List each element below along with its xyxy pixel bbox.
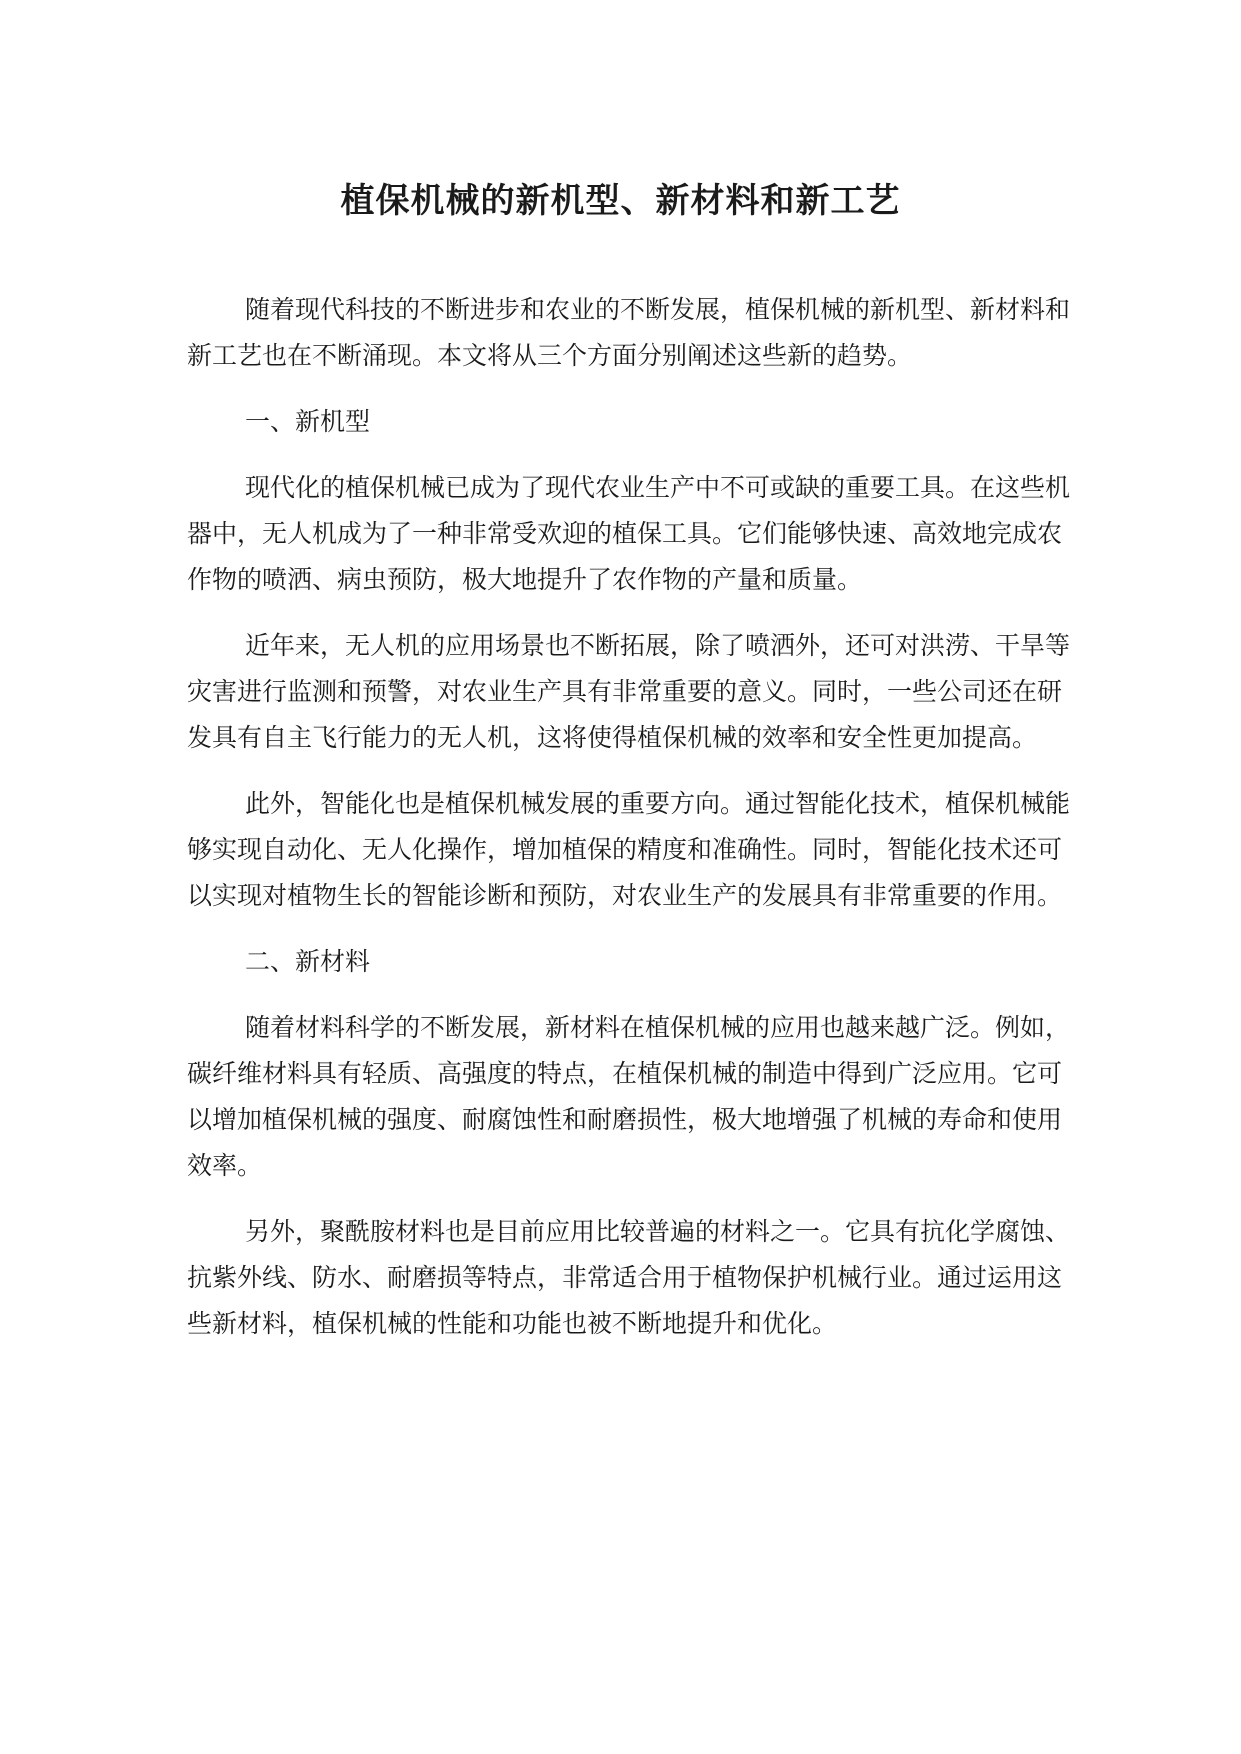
intro-paragraph: 随着现代科技的不断进步和农业的不断发展，植保机械的新机型、新材料和新工艺也在不断涌现。本文将从三个方面分别阐述这些新的趋势。 (187, 295, 1071, 370)
section-heading-new-materials: 二、新材料 (245, 947, 371, 976)
paragraph-new-materials-2: 另外，聚酰胺材料也是目前应用比较普遍的材料之一。它具有抗化学腐蚀、抗紫外线、防水、耐磨损等特点，非常适合用于植物保护机械行业。通过运用这些新材料，植保机械的性能和功能也被不断地提升和优化。 (187, 1217, 1071, 1338)
section-heading-new-models: 一、新机型 (245, 407, 371, 436)
paragraph-new-models-2: 近年来，无人机的应用场景也不断拓展，除了喷洒外，还可对洪涝、干旱等灾害进行监测和预警，对农业生产具有非常重要的意义。同时，一些公司还在研发具有自主飞行能力的无人机，这将使得植保机械的效率和安全性更加提高。 (187, 631, 1071, 752)
paragraph-new-models-1: 现代化的植保机械已成为了现代农业生产中不可或缺的重要工具。在这些机器中，无人机成为了一种非常受欢迎的植保工具。它们能够快速、高效地完成农作物的喷洒、病虫预防，极大地提升了农作物的产量和质量。 (187, 473, 1071, 594)
document-body (187, 287, 1077, 1367)
document-title: 植保机械的新机型、新材料和新工艺 (340, 181, 901, 221)
paragraph-new-materials-1: 随着材料科学的不断发展，新材料在植保机械的应用也越来越广泛。例如，碳纤维材料具有轻质、高强度的特点，在植保机械的制造中得到广泛应用。它可以增加植保机械的强度、耐腐蚀性和耐磨损性，极大地增强了机械的寿命和使用效率。 (187, 1013, 1071, 1180)
paragraph-new-models-3: 此外，智能化也是植保机械发展的重要方向。通过智能化技术，植保机械能够实现自动化、无人化操作，增加植保的精度和准确性。同时，智能化技术还可以实现对植物生长的智能诊断和预防，对农业生产的发展具有非常重要的作用。 (187, 789, 1071, 910)
